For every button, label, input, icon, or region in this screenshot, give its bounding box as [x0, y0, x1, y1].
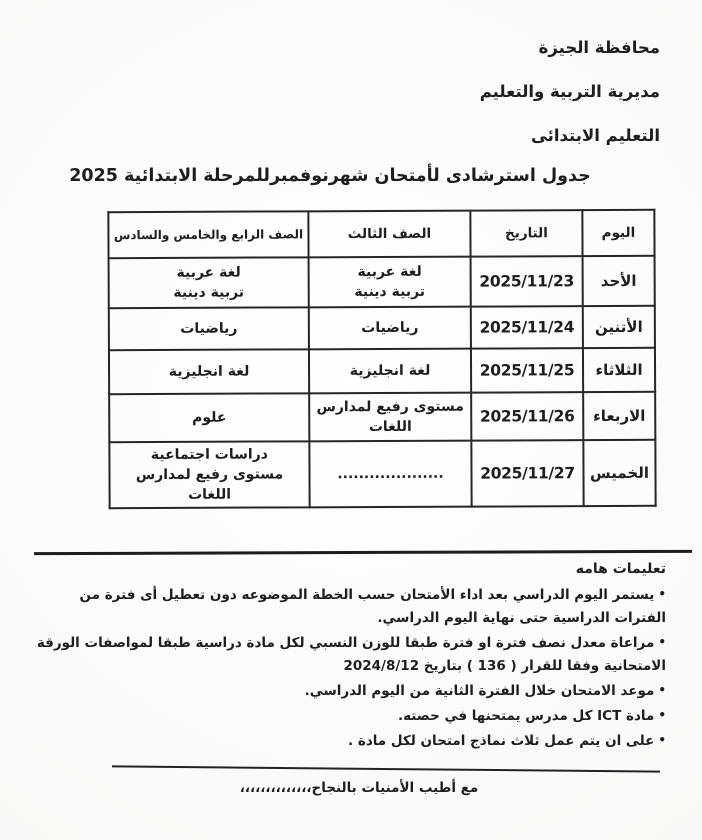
- instruction-item: [26, 704, 666, 728]
- grade3-subject-cell: لغة عربية تربية دينية: [309, 257, 471, 308]
- letterhead-governorate: محافظة الجيزة: [538, 38, 660, 57]
- date-cell: 2025/11/24: [471, 306, 583, 348]
- instruction-item: [26, 729, 666, 753]
- closing-wishes-text: مع أطيب الأمنيات بالنجاح،،،،،،،،،،،،،،: [239, 780, 479, 796]
- date-cell: 2025/11/23: [471, 256, 583, 306]
- instructions-heading: تعليمات هامه: [575, 561, 666, 577]
- bullet-icon: •: [658, 733, 666, 747]
- letterhead: [480, 36, 660, 168]
- day-cell: الاربعاء: [583, 392, 655, 440]
- grades456-subject-cell: علوم: [109, 393, 309, 442]
- grades456-subject-cell: دراسات اجتماعية مستوى رفيع لمدارس اللغات: [109, 441, 309, 508]
- instructions-section: [26, 558, 666, 754]
- grade3-subject-cell: لغة انجليزية: [309, 349, 471, 394]
- instruction-text: مراعاة معدل نصف فترة او فترة طبقا للوزن النسبي لكل مادة دراسية طبقا لمواصفات الورقة الامتحانية وفقا للقرار ( 136 ) بتاريخ 2024/8/12: [36, 635, 666, 674]
- instruction-text: يستمر اليوم الدراسي بعد اداء الأمتحان حسب الخطة الموضوعه دون تعطيل أى فترة من الفترات الدراسية حتى نهاية اليوم الدراسي.: [79, 587, 666, 626]
- page-title: جدول استرشادى لأمتحان شهرنوفمبرللمرحلة الابتدائية 2025: [69, 166, 591, 186]
- table-row: [109, 256, 655, 308]
- exam-schedule-table-wrap: [107, 209, 656, 509]
- bullet-icon: •: [658, 587, 666, 601]
- table-row: [109, 392, 655, 442]
- table-header-row: [108, 210, 654, 258]
- grade3-subject-cell: رياضيات: [309, 307, 471, 350]
- section-divider-line: [34, 550, 692, 555]
- bullet-icon: •: [658, 635, 666, 649]
- column-header-date: التاريخ: [470, 210, 582, 256]
- day-cell: الأحد: [583, 256, 655, 306]
- instruction-item: [26, 679, 666, 703]
- date-cell: 2025/11/27: [471, 440, 583, 506]
- table-row: [109, 440, 655, 508]
- bullet-icon: •: [658, 708, 666, 722]
- day-cell: الخميس: [583, 440, 655, 506]
- grades456-subject-cell: رياضيات: [109, 307, 309, 350]
- exam-schedule-table: [107, 209, 656, 509]
- instruction-text: مادة ICT كل مدرس يمتحنها في حصته.: [397, 708, 655, 724]
- letterhead-directorate: مديرية التربية والتعليم: [479, 82, 660, 101]
- grade3-subject-cell: ....................: [309, 441, 471, 508]
- date-cell: 2025/11/26: [471, 392, 583, 440]
- column-header-grade3: الصف الثالث: [308, 211, 470, 258]
- bullet-icon: •: [658, 683, 666, 697]
- table-row: [109, 348, 655, 394]
- instruction-text: موعد الامتحان خلال الفترة الثانية من اليوم الدراسي.: [304, 683, 655, 699]
- day-cell: الأتنين: [583, 306, 655, 348]
- day-cell: الثلاثاء: [583, 348, 655, 392]
- instruction-text: على ان يتم عمل ثلاث نماذج امتحان لكل مادة .: [348, 733, 655, 749]
- instruction-item: [26, 583, 666, 630]
- column-header-grades456: الصف الرابع والخامس والسادس: [108, 211, 308, 258]
- grades456-subject-cell: لغة عربية تربية دينية: [109, 257, 309, 308]
- footer-divider-line: [112, 765, 660, 772]
- column-header-day: اليوم: [582, 210, 654, 256]
- grades456-subject-cell: لغة انجليزية: [109, 349, 309, 394]
- table-row: [109, 306, 655, 350]
- letterhead-stage: التعليم الابتدائى: [530, 126, 660, 145]
- instruction-item: [26, 631, 666, 678]
- date-cell: 2025/11/25: [471, 348, 583, 392]
- grade3-subject-cell: مستوى رفيع لمدارس اللغات: [309, 393, 471, 442]
